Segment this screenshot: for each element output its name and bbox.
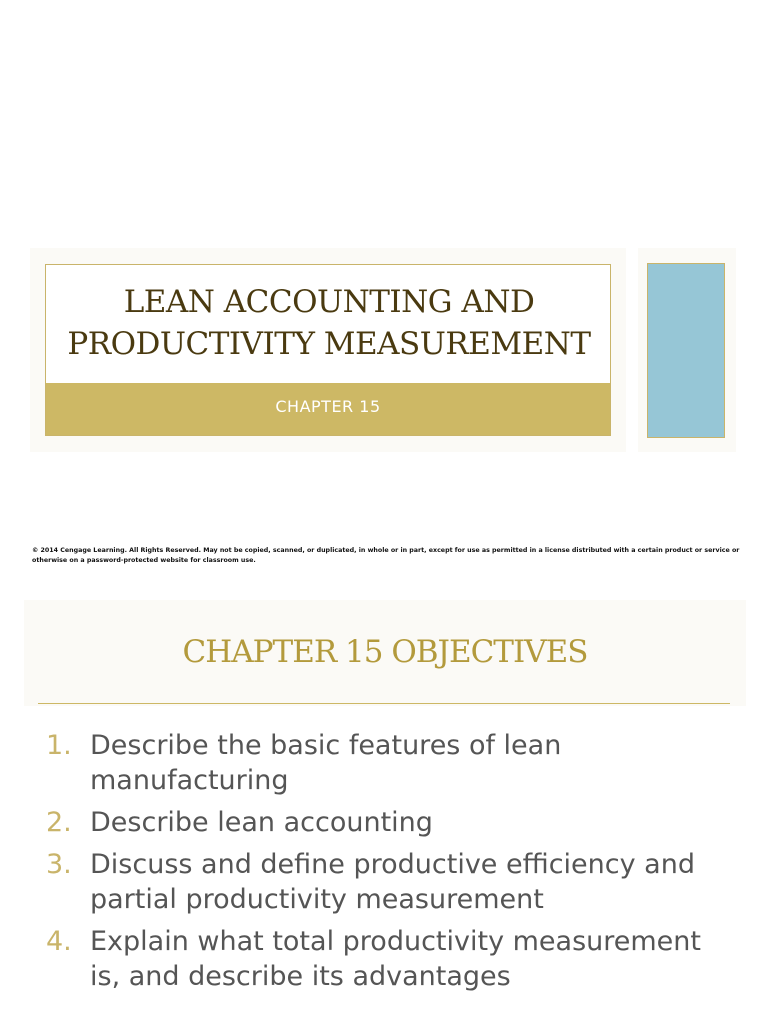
title-divider: [38, 703, 730, 704]
list-item: [0, 805, 768, 840]
list-item: [0, 924, 768, 994]
list-text: Describe lean accounting: [90, 807, 433, 838]
objectives-list: [0, 728, 768, 1001]
slide-title: LEAN ACCOUNTING AND PRODUCTIVITY MEASUREMENT: [67, 284, 591, 362]
objectives-title: CHAPTER 15 OBJECTIVES: [182, 634, 588, 670]
subtitle-bar: [46, 383, 610, 435]
list-number: 2.: [46, 807, 72, 838]
list-number: 3.: [46, 849, 72, 880]
decorative-blue-panel: [647, 263, 725, 438]
list-text: Discuss and define productive efficiency and partial productivity measurement: [90, 849, 695, 915]
list-number: 1.: [46, 730, 72, 761]
copyright-notice: © 2014 Cengage Learning. All Rights Reserved. May not be copied, scanned, or duplicated, in whole or in part, except for use as permitted in a license distributed with a certain product or service or otherwise on a password-protected website for classroom use.: [32, 547, 740, 564]
list-text: Describe the basic features of lean manufacturing: [90, 730, 562, 796]
title-box: [45, 264, 611, 436]
list-number: 4.: [46, 926, 72, 957]
slide-subtitle: CHAPTER 15: [275, 397, 381, 416]
list-item: [0, 728, 768, 798]
list-item: [0, 847, 768, 917]
list-text: Explain what total productivity measurement is, and describe its advantages: [90, 926, 701, 992]
